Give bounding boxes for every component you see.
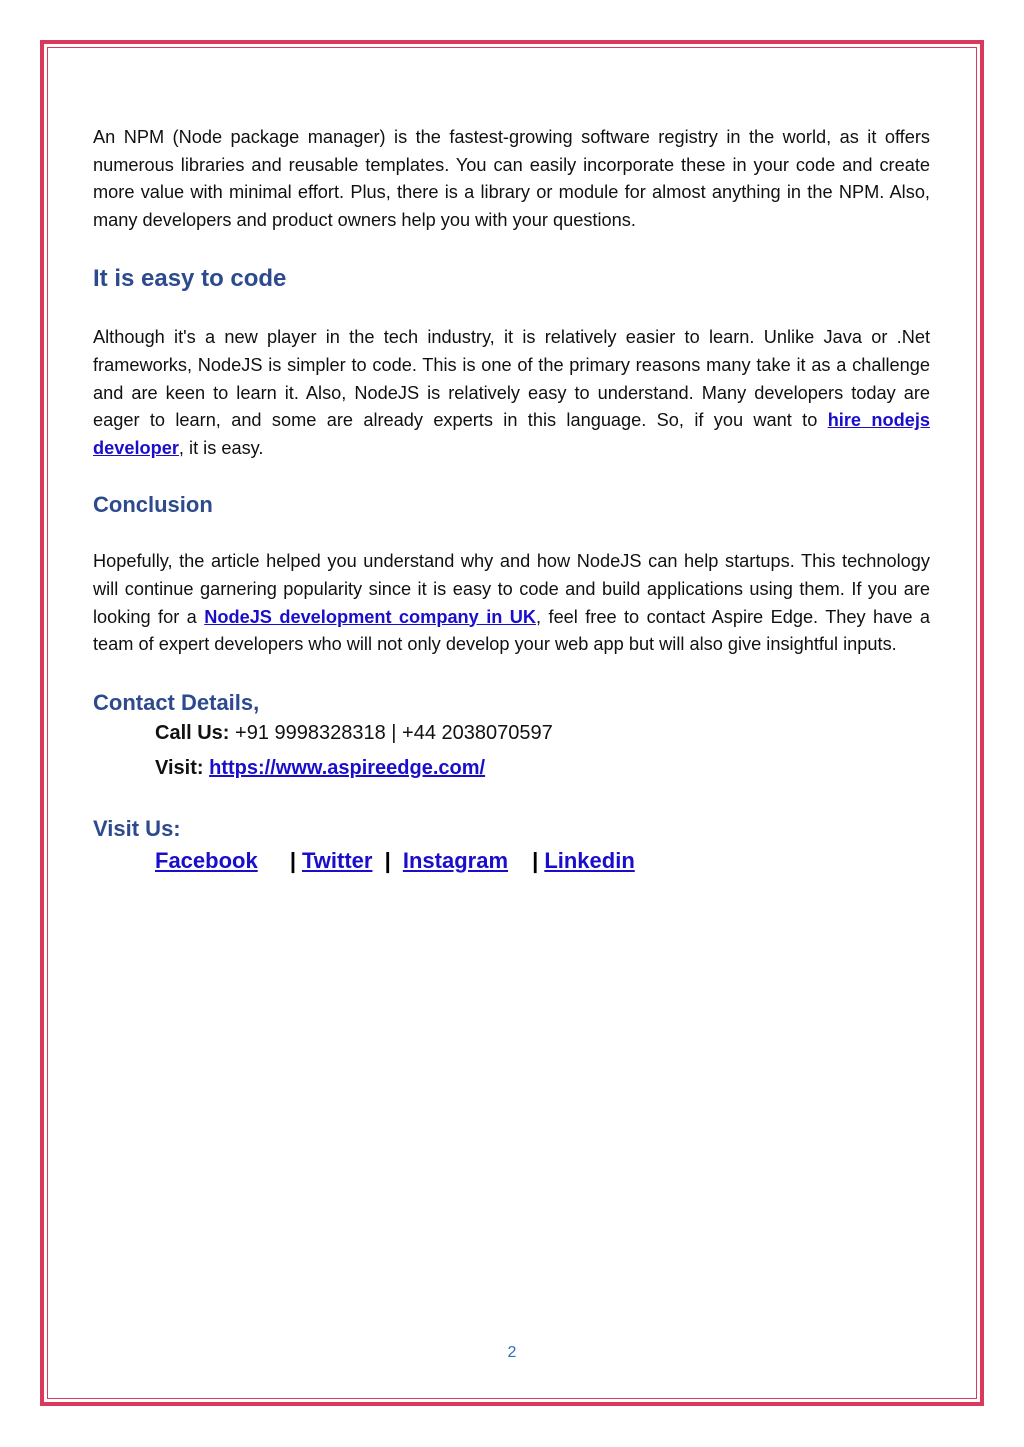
easy-code-paragraph	[93, 324, 930, 462]
conclusion-paragraph	[93, 548, 930, 658]
facebook-link[interactable]: Facebook	[155, 847, 258, 873]
call-us-numbers: +91 9998328318 | +44 2038070597	[229, 721, 553, 744]
aspireedge-website-link[interactable]: https://www.aspireedge.com/	[209, 756, 486, 779]
hire-nodejs-developer-link[interactable]: hire nodejs developer	[93, 410, 930, 458]
visit-label: Visit:	[155, 756, 204, 779]
call-us-label: Call Us:	[155, 721, 230, 744]
social-separator: |	[384, 847, 391, 873]
nodejs-development-company-link[interactable]: NodeJS development company in UK	[204, 606, 537, 627]
npm-paragraph: An NPM (Node package manager) is the fastest-growing software registry in the world, as it offers numerous libraries and reusable templates. You can easily incorporate these in your code and create more value with minimal effort. Plus, there is a library or module for almost anything in the NPM. Also, many developers and product owners help you with your questions.	[93, 127, 930, 230]
easy-code-text: Although it's a new player in the tech industry, it is relatively easier to learn. Unlike Java or .Net frameworks, NodeJS is simpler to code. This is one of the primary reasons many take it as a challenge and are keen to learn it. Also, NodeJS is relatively easy to understand. Many developers today are eager to learn, and some are already experts in this language. So, if you want to	[93, 327, 930, 431]
visit-line	[93, 752, 930, 784]
page-number: 2	[507, 1344, 517, 1361]
conclusion-text-end: , feel free to contact Aspire Edge. They have a team of expert developers who will not only develop your web app but will also give insightful inputs.	[93, 606, 930, 655]
conclusion-text: Hopefully, the article helped you understand why and how NodeJS can help startups. This technology will continue garnering popularity since it is easy to code and build applications using them. If you are looking for a	[93, 551, 930, 627]
heading-easy-to-code: It is easy to code	[93, 265, 287, 293]
social-links-row	[93, 845, 930, 877]
call-us-line	[93, 717, 930, 749]
page-content	[93, 124, 930, 877]
social-separator: |	[532, 847, 539, 873]
instagram-link[interactable]: Instagram	[402, 847, 509, 873]
twitter-link[interactable]: Twitter	[301, 847, 373, 873]
heading-visit-us: Visit Us:	[93, 815, 181, 841]
heading-conclusion: Conclusion	[93, 492, 213, 518]
easy-code-text-end: , it is easy.	[178, 437, 264, 458]
heading-contact-details: Contact Details,	[93, 689, 260, 715]
social-separator: |	[289, 847, 296, 873]
linkedin-link[interactable]: Linkedin	[544, 847, 635, 873]
